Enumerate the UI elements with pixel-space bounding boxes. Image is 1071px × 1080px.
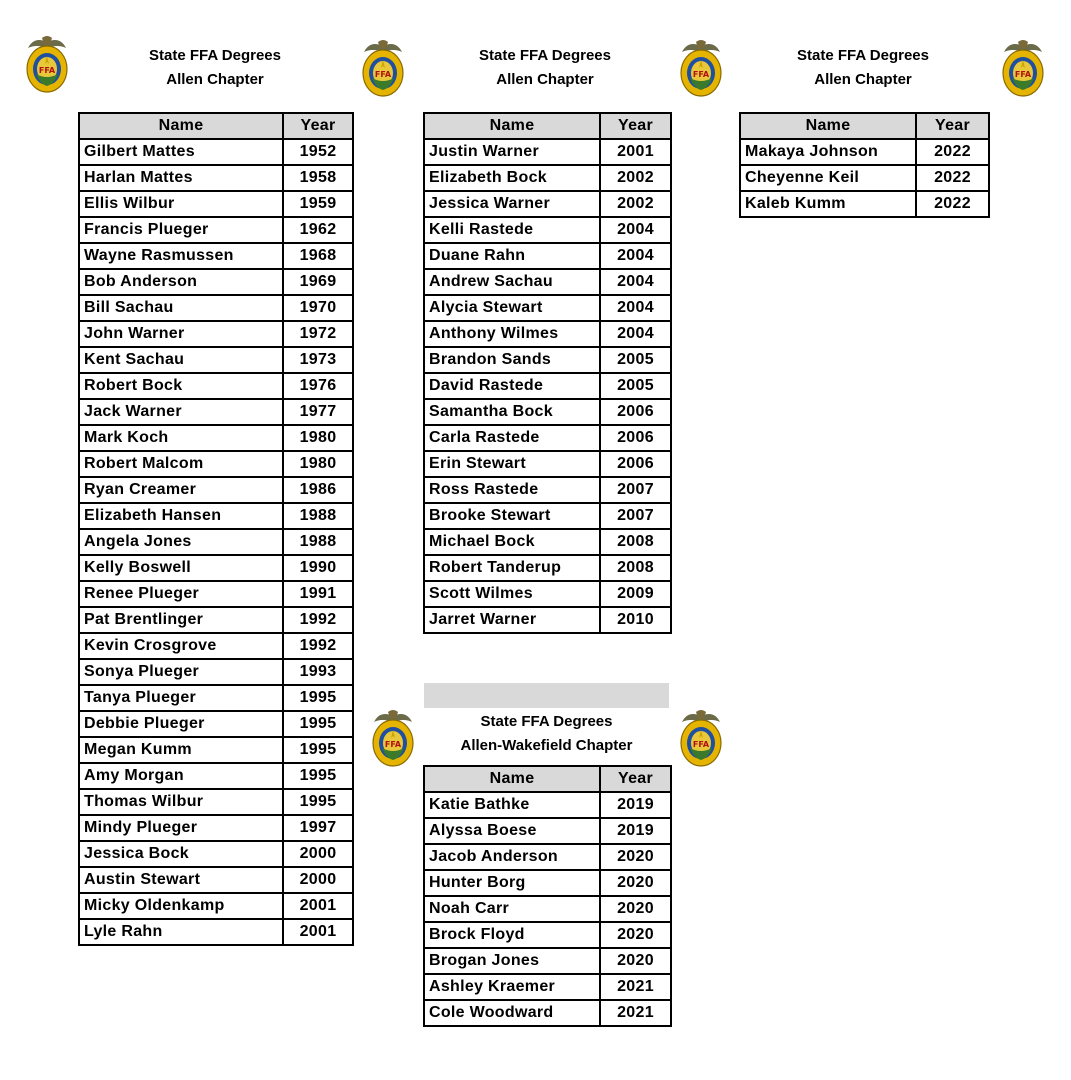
member-name: Mindy Plueger bbox=[79, 815, 283, 841]
member-name: Brooke Stewart bbox=[424, 503, 600, 529]
column-header-year: Year bbox=[600, 766, 671, 792]
degree-year: 2000 bbox=[283, 841, 353, 867]
table-row bbox=[424, 191, 671, 217]
degree-year: 1962 bbox=[283, 217, 353, 243]
member-name: Amy Morgan bbox=[79, 763, 283, 789]
table-row bbox=[79, 165, 353, 191]
section-title-col2 bbox=[430, 44, 660, 92]
degree-year: 1970 bbox=[283, 295, 353, 321]
table-row bbox=[424, 399, 671, 425]
table-row bbox=[79, 581, 353, 607]
title-line2: Allen Chapter bbox=[496, 71, 594, 88]
title-line1: State FFA Degrees bbox=[149, 47, 281, 64]
table-row bbox=[79, 477, 353, 503]
degree-year: 1973 bbox=[283, 347, 353, 373]
member-name: David Rastede bbox=[424, 373, 600, 399]
degree-year: 1995 bbox=[283, 711, 353, 737]
ffa-emblem-icon bbox=[360, 38, 406, 100]
member-name: Bill Sachau bbox=[79, 295, 283, 321]
degree-year: 2021 bbox=[600, 974, 671, 1000]
column-header-name: Name bbox=[79, 113, 283, 139]
column-header-name: Name bbox=[740, 113, 916, 139]
degree-year: 2004 bbox=[600, 243, 671, 269]
table-row bbox=[424, 948, 671, 974]
column-header-name: Name bbox=[424, 113, 600, 139]
member-name: Bob Anderson bbox=[79, 269, 283, 295]
table-row bbox=[424, 373, 671, 399]
table-row bbox=[79, 295, 353, 321]
member-name: Ross Rastede bbox=[424, 477, 600, 503]
member-name: Justin Warner bbox=[424, 139, 600, 165]
section-title-aw bbox=[424, 710, 669, 758]
member-name: Carla Rastede bbox=[424, 425, 600, 451]
member-name: Renee Plueger bbox=[79, 581, 283, 607]
degree-year: 1990 bbox=[283, 555, 353, 581]
table-row bbox=[424, 844, 671, 870]
table-row bbox=[79, 789, 353, 815]
header-row bbox=[79, 113, 353, 139]
title-line1: State FFA Degrees bbox=[480, 713, 613, 730]
degree-year: 1980 bbox=[283, 425, 353, 451]
degree-year: 2022 bbox=[916, 165, 989, 191]
member-name: Gilbert Mattes bbox=[79, 139, 283, 165]
degree-year: 2020 bbox=[600, 896, 671, 922]
degree-year: 1995 bbox=[283, 685, 353, 711]
degree-year: 2008 bbox=[600, 529, 671, 555]
degree-year: 2002 bbox=[600, 165, 671, 191]
degree-year: 2005 bbox=[600, 347, 671, 373]
degree-year: 2022 bbox=[916, 139, 989, 165]
svg-text:FFA: FFA bbox=[384, 740, 402, 749]
degree-year: 2020 bbox=[600, 870, 671, 896]
member-name: Makaya Johnson bbox=[740, 139, 916, 165]
member-name: Jack Warner bbox=[79, 399, 283, 425]
degree-year: 2009 bbox=[600, 581, 671, 607]
table-row bbox=[79, 347, 353, 373]
member-name: Cheyenne Keil bbox=[740, 165, 916, 191]
svg-text:FFA: FFA bbox=[692, 70, 710, 79]
member-name: Megan Kumm bbox=[79, 737, 283, 763]
table-row bbox=[79, 399, 353, 425]
member-name: Angela Jones bbox=[79, 529, 283, 555]
ffa-emblem-icon bbox=[24, 34, 70, 96]
degree-year: 1993 bbox=[283, 659, 353, 685]
member-name: Jessica Warner bbox=[424, 191, 600, 217]
degree-year: 2002 bbox=[600, 191, 671, 217]
member-name: Debbie Plueger bbox=[79, 711, 283, 737]
member-name: Kaleb Kumm bbox=[740, 191, 916, 217]
table-row bbox=[79, 191, 353, 217]
title-line1: State FFA Degrees bbox=[479, 47, 611, 64]
member-name: Kelly Boswell bbox=[79, 555, 283, 581]
degree-year: 2005 bbox=[600, 373, 671, 399]
member-name: Robert Malcom bbox=[79, 451, 283, 477]
member-name: Erin Stewart bbox=[424, 451, 600, 477]
title-line1: State FFA Degrees bbox=[797, 47, 929, 64]
member-name: Jessica Bock bbox=[79, 841, 283, 867]
svg-text:FFA: FFA bbox=[38, 66, 56, 75]
table-row bbox=[740, 191, 989, 217]
table-row bbox=[79, 373, 353, 399]
degree-year: 1991 bbox=[283, 581, 353, 607]
table-row bbox=[79, 269, 353, 295]
degree-year: 2001 bbox=[283, 893, 353, 919]
roster-table-col1 bbox=[78, 112, 354, 946]
degree-year: 2000 bbox=[283, 867, 353, 893]
table-row bbox=[424, 581, 671, 607]
table-row bbox=[79, 451, 353, 477]
table-row bbox=[79, 243, 353, 269]
degree-year: 1995 bbox=[283, 737, 353, 763]
member-name: Alycia Stewart bbox=[424, 295, 600, 321]
ffa-emblem-icon bbox=[370, 708, 416, 770]
svg-text:FFA: FFA bbox=[1014, 70, 1032, 79]
table-row bbox=[79, 893, 353, 919]
degree-year: 2001 bbox=[283, 919, 353, 945]
spacer-bar bbox=[424, 683, 669, 708]
roster-table-aw bbox=[423, 765, 672, 1027]
table-row bbox=[424, 607, 671, 633]
member-name: Thomas Wilbur bbox=[79, 789, 283, 815]
header-row bbox=[740, 113, 989, 139]
degree-year: 2007 bbox=[600, 477, 671, 503]
member-name: Austin Stewart bbox=[79, 867, 283, 893]
member-name: Lyle Rahn bbox=[79, 919, 283, 945]
degree-year: 1995 bbox=[283, 763, 353, 789]
table-row bbox=[79, 321, 353, 347]
member-name: Jacob Anderson bbox=[424, 844, 600, 870]
member-name: Anthony Wilmes bbox=[424, 321, 600, 347]
degree-year: 2006 bbox=[600, 451, 671, 477]
degree-year: 1976 bbox=[283, 373, 353, 399]
table-row bbox=[79, 659, 353, 685]
member-name: Kent Sachau bbox=[79, 347, 283, 373]
table-row bbox=[424, 529, 671, 555]
member-name: Andrew Sachau bbox=[424, 269, 600, 295]
degree-year: 2001 bbox=[600, 139, 671, 165]
member-name: Wayne Rasmussen bbox=[79, 243, 283, 269]
degree-year: 2019 bbox=[600, 818, 671, 844]
member-name: Ryan Creamer bbox=[79, 477, 283, 503]
table-row bbox=[424, 503, 671, 529]
table-row bbox=[79, 633, 353, 659]
degree-year: 2004 bbox=[600, 217, 671, 243]
table-row bbox=[79, 737, 353, 763]
roster-table-col3 bbox=[739, 112, 990, 218]
degree-year: 2008 bbox=[600, 555, 671, 581]
degree-year: 1988 bbox=[283, 503, 353, 529]
table-row bbox=[424, 555, 671, 581]
degree-year: 1968 bbox=[283, 243, 353, 269]
degree-year: 2007 bbox=[600, 503, 671, 529]
member-name: Elizabeth Hansen bbox=[79, 503, 283, 529]
degree-year: 2006 bbox=[600, 399, 671, 425]
degree-year: 1969 bbox=[283, 269, 353, 295]
table-row bbox=[424, 243, 671, 269]
table-row bbox=[424, 477, 671, 503]
member-name: Tanya Plueger bbox=[79, 685, 283, 711]
degree-year: 2019 bbox=[600, 792, 671, 818]
table-row bbox=[424, 295, 671, 321]
member-name: Robert Bock bbox=[79, 373, 283, 399]
degree-year: 2021 bbox=[600, 1000, 671, 1026]
member-name: Pat Brentlinger bbox=[79, 607, 283, 633]
member-name: John Warner bbox=[79, 321, 283, 347]
degree-year: 1952 bbox=[283, 139, 353, 165]
member-name: Alyssa Boese bbox=[424, 818, 600, 844]
degree-year: 2020 bbox=[600, 844, 671, 870]
degree-year: 1997 bbox=[283, 815, 353, 841]
svg-text:FFA: FFA bbox=[692, 740, 710, 749]
column-header-year: Year bbox=[283, 113, 353, 139]
table-row bbox=[424, 451, 671, 477]
degree-year: 1992 bbox=[283, 633, 353, 659]
member-name: Scott Wilmes bbox=[424, 581, 600, 607]
table-row bbox=[424, 818, 671, 844]
degree-year: 2004 bbox=[600, 269, 671, 295]
table-row bbox=[79, 841, 353, 867]
table-row bbox=[424, 139, 671, 165]
table-row bbox=[424, 974, 671, 1000]
degree-year: 2010 bbox=[600, 607, 671, 633]
table-row bbox=[79, 503, 353, 529]
member-name: Samantha Bock bbox=[424, 399, 600, 425]
table-row bbox=[79, 685, 353, 711]
member-name: Katie Bathke bbox=[424, 792, 600, 818]
member-name: Duane Rahn bbox=[424, 243, 600, 269]
degree-year: 1992 bbox=[283, 607, 353, 633]
member-name: Harlan Mattes bbox=[79, 165, 283, 191]
member-name: Michael Bock bbox=[424, 529, 600, 555]
member-name: Kelli Rastede bbox=[424, 217, 600, 243]
degree-year: 1988 bbox=[283, 529, 353, 555]
member-name: Hunter Borg bbox=[424, 870, 600, 896]
title-line2: Allen Chapter bbox=[814, 71, 912, 88]
table-row bbox=[424, 269, 671, 295]
table-row bbox=[424, 217, 671, 243]
ffa-emblem-icon bbox=[678, 708, 724, 770]
degree-year: 1995 bbox=[283, 789, 353, 815]
member-name: Jarret Warner bbox=[424, 607, 600, 633]
table-row bbox=[79, 139, 353, 165]
member-name: Brandon Sands bbox=[424, 347, 600, 373]
ffa-emblem-icon bbox=[678, 38, 724, 100]
member-name: Cole Woodward bbox=[424, 1000, 600, 1026]
member-name: Francis Plueger bbox=[79, 217, 283, 243]
svg-text:FFA: FFA bbox=[374, 70, 392, 79]
table-row bbox=[424, 870, 671, 896]
table-row bbox=[424, 321, 671, 347]
roster-table-col2 bbox=[423, 112, 672, 634]
degree-year: 2004 bbox=[600, 295, 671, 321]
member-name: Elizabeth Bock bbox=[424, 165, 600, 191]
degree-year: 1980 bbox=[283, 451, 353, 477]
table-row bbox=[79, 919, 353, 945]
column-header-name: Name bbox=[424, 766, 600, 792]
table-row bbox=[79, 425, 353, 451]
table-row bbox=[79, 763, 353, 789]
member-name: Robert Tanderup bbox=[424, 555, 600, 581]
table-row bbox=[740, 139, 989, 165]
table-row bbox=[424, 792, 671, 818]
degree-year: 2022 bbox=[916, 191, 989, 217]
member-name: Brock Floyd bbox=[424, 922, 600, 948]
table-row bbox=[79, 607, 353, 633]
title-line2: Allen-Wakefield Chapter bbox=[460, 737, 633, 754]
table-row bbox=[424, 165, 671, 191]
degree-year: 2020 bbox=[600, 948, 671, 974]
degree-year: 1977 bbox=[283, 399, 353, 425]
member-name: Kevin Crosgrove bbox=[79, 633, 283, 659]
table-row bbox=[424, 896, 671, 922]
table-row bbox=[79, 217, 353, 243]
header-row bbox=[424, 766, 671, 792]
table-row bbox=[424, 347, 671, 373]
degree-year: 2006 bbox=[600, 425, 671, 451]
degree-year: 1959 bbox=[283, 191, 353, 217]
column-header-year: Year bbox=[600, 113, 671, 139]
section-title-col1 bbox=[100, 44, 330, 92]
table-row bbox=[424, 425, 671, 451]
table-row bbox=[79, 711, 353, 737]
table-row bbox=[424, 1000, 671, 1026]
table-row bbox=[740, 165, 989, 191]
degree-year: 1972 bbox=[283, 321, 353, 347]
title-line2: Allen Chapter bbox=[166, 71, 264, 88]
member-name: Ellis Wilbur bbox=[79, 191, 283, 217]
table-row bbox=[424, 922, 671, 948]
member-name: Ashley Kraemer bbox=[424, 974, 600, 1000]
member-name: Mark Koch bbox=[79, 425, 283, 451]
table-row bbox=[79, 815, 353, 841]
member-name: Brogan Jones bbox=[424, 948, 600, 974]
header-row bbox=[424, 113, 671, 139]
member-name: Sonya Plueger bbox=[79, 659, 283, 685]
column-header-year: Year bbox=[916, 113, 989, 139]
member-name: Noah Carr bbox=[424, 896, 600, 922]
table-row bbox=[79, 529, 353, 555]
degree-year: 1958 bbox=[283, 165, 353, 191]
member-name: Micky Oldenkamp bbox=[79, 893, 283, 919]
table-row bbox=[79, 555, 353, 581]
degree-year: 2004 bbox=[600, 321, 671, 347]
ffa-emblem-icon bbox=[1000, 38, 1046, 100]
degree-year: 1986 bbox=[283, 477, 353, 503]
section-title-col3 bbox=[748, 44, 978, 92]
table-row bbox=[79, 867, 353, 893]
degree-year: 2020 bbox=[600, 922, 671, 948]
